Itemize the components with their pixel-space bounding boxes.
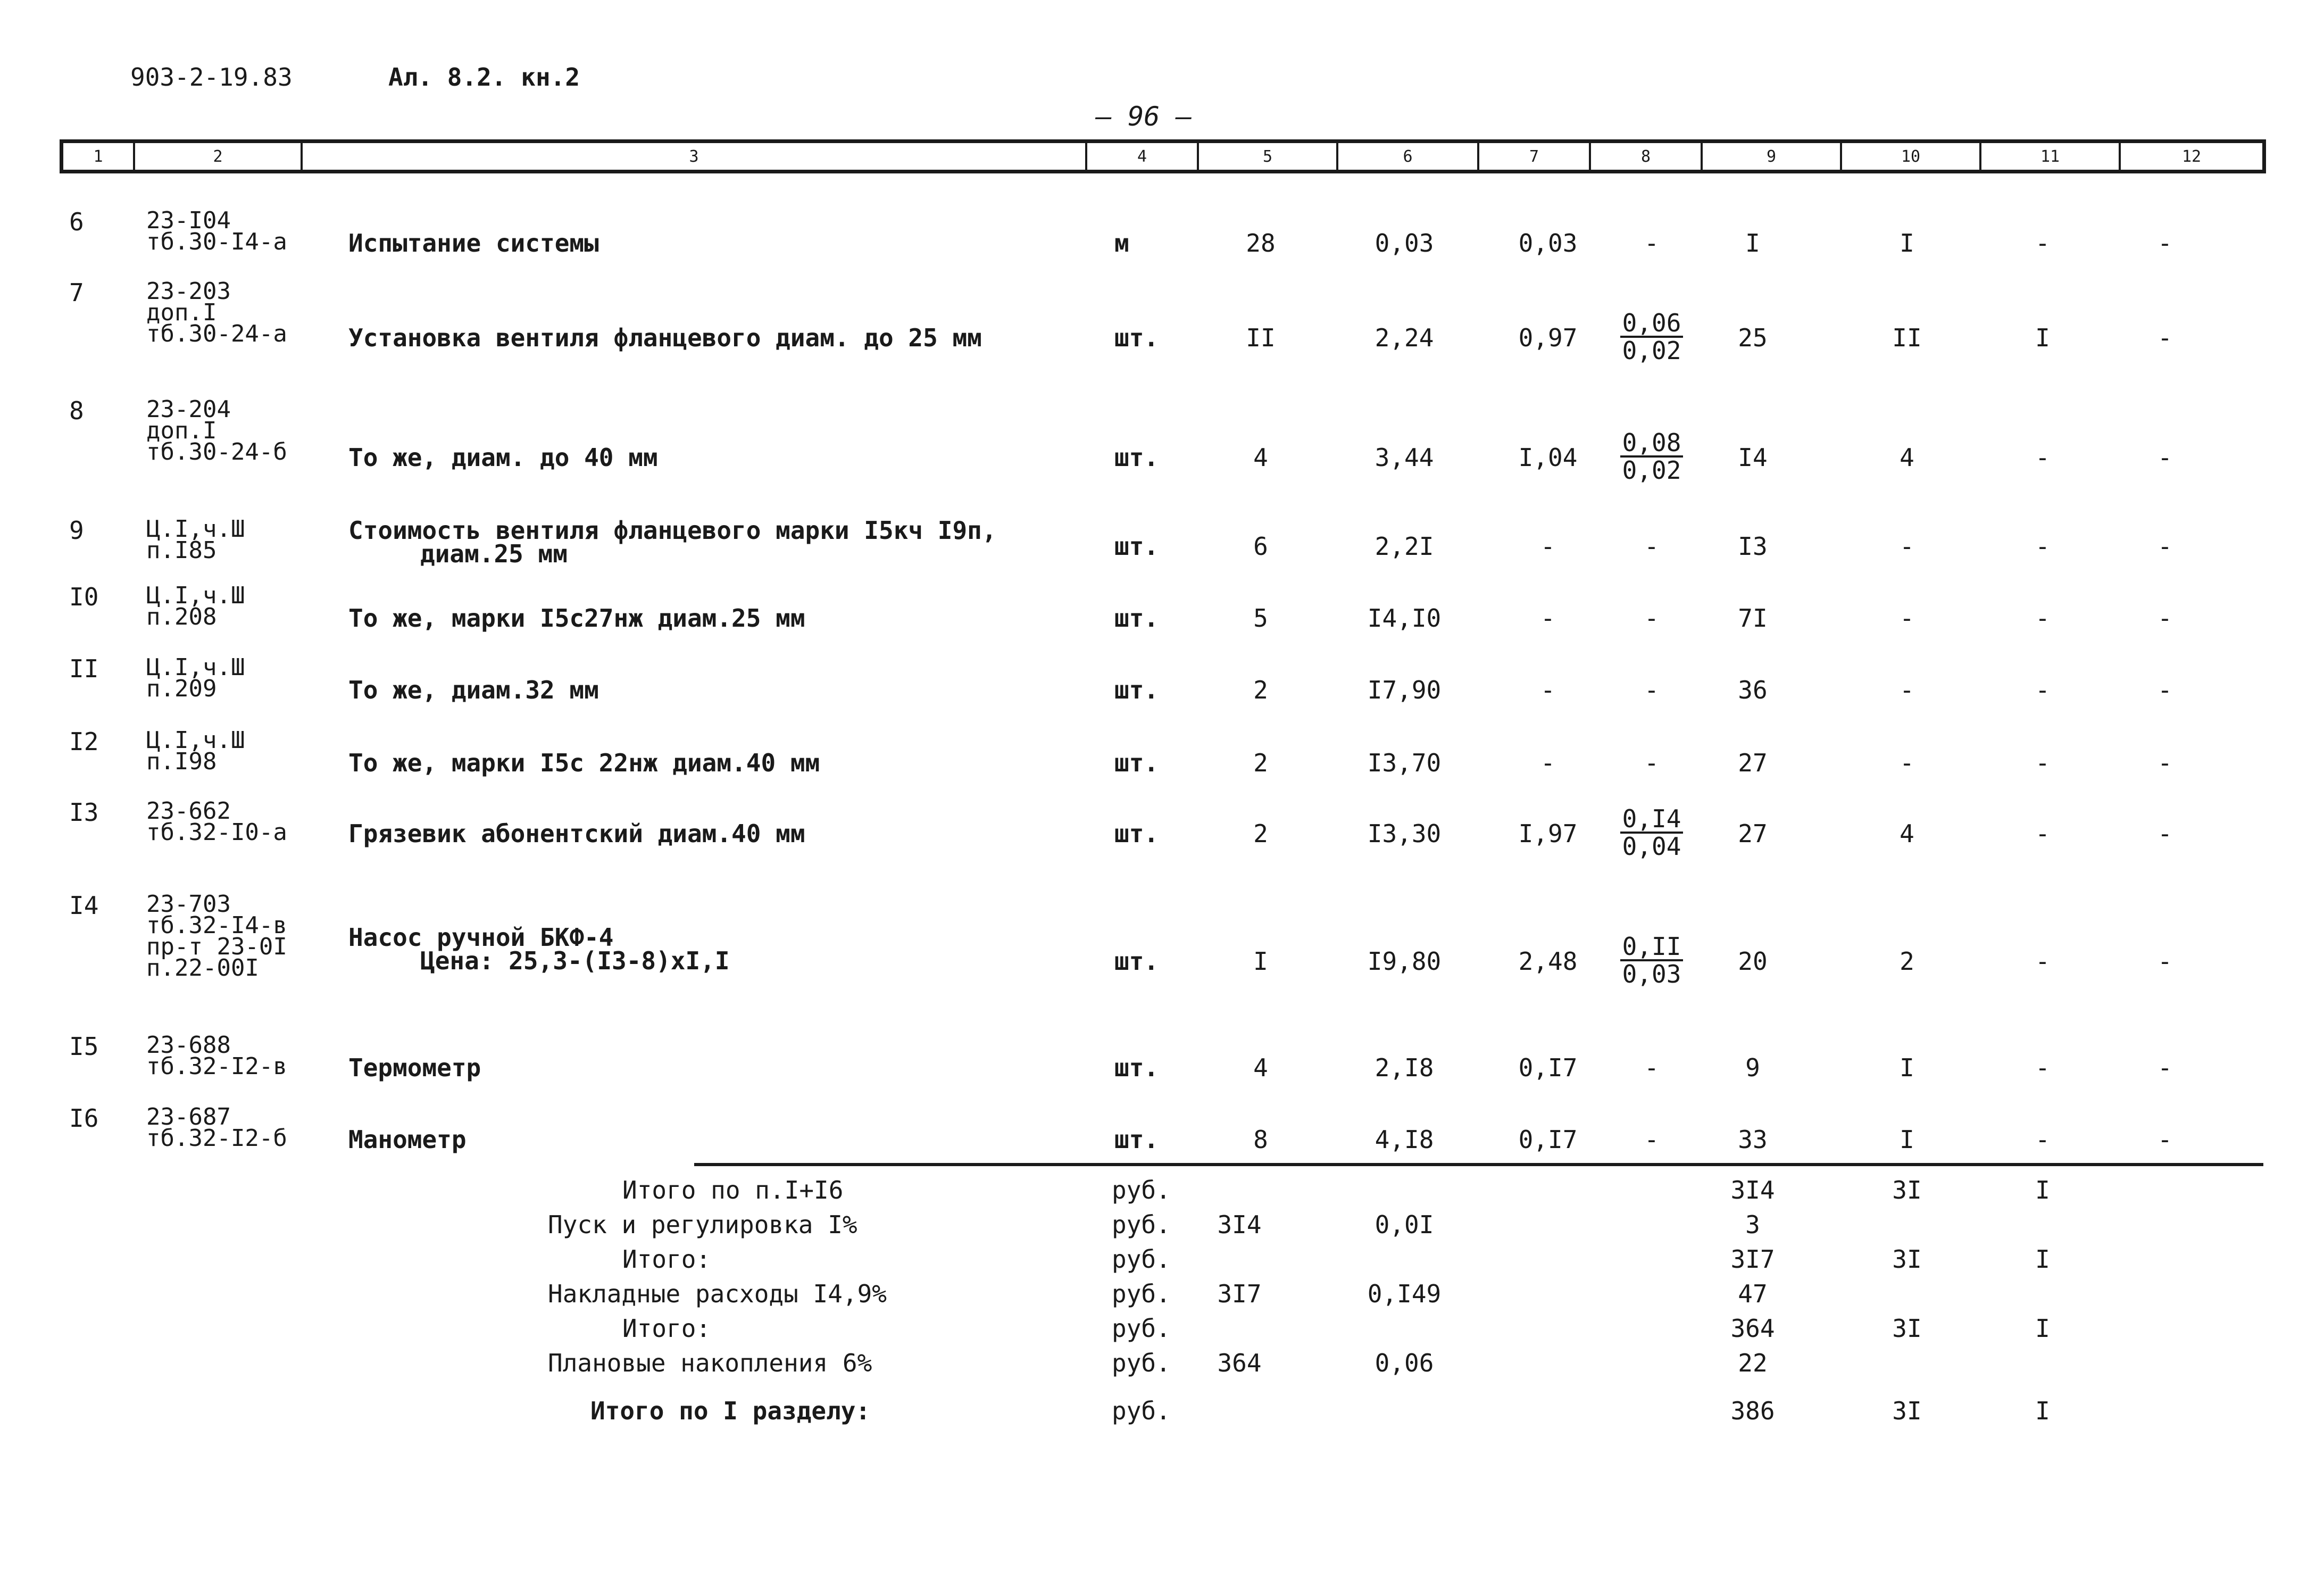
total-unit: руб. (1112, 1176, 1171, 1204)
norm-code (146, 1032, 287, 1080)
item-name-text: Стоимость вентиля фланцевого марки I5кч I9п, (348, 516, 997, 545)
total-label: Накладные расходы I4,9% (548, 1279, 887, 1308)
item-name-text: То же, марки I5с27нж диам.25 мм (348, 604, 805, 633)
item-name-text: Насос ручной БКФ-4 (348, 923, 614, 952)
item-name (348, 923, 730, 975)
total-cost: 36 (1738, 676, 1768, 704)
total-machine-wage: I (2035, 1245, 2050, 1274)
quantity: I (1253, 947, 1268, 976)
total-wage: I (1900, 229, 1914, 257)
unit: шт. (1114, 443, 1159, 472)
column-number-bar (60, 139, 2266, 173)
norm-code (146, 797, 287, 846)
norm-code-line: тб.30-24-а (146, 320, 287, 347)
unit: шт. (1114, 819, 1159, 848)
column-header: 5 (1199, 143, 1338, 170)
page-number: — 96 — (1096, 101, 1192, 132)
total-label: Итого: (622, 1245, 711, 1274)
row-number: 9 (69, 516, 84, 545)
quantity: 8 (1253, 1125, 1268, 1154)
norm-code-line: 23-703 (146, 891, 231, 918)
row-number: I0 (69, 583, 99, 611)
total-wage: 3I (1892, 1397, 1922, 1425)
row-number: I3 (69, 798, 99, 827)
total-wage: I (1900, 1053, 1914, 1082)
item-name-text: То же, диам.32 мм (348, 676, 599, 704)
machine-cost: - (1644, 1053, 1659, 1082)
total-wage: 3I (1892, 1314, 1922, 1343)
total-machine-wage: - (2035, 532, 2050, 561)
norm-code (146, 516, 245, 564)
item-name-text: Манометр (348, 1125, 467, 1154)
column-header: 6 (1338, 143, 1479, 170)
norm-code-line: тб.32-I0-а (146, 819, 287, 846)
norm-code (146, 582, 245, 630)
total-rate: 0,I49 (1367, 1279, 1442, 1308)
column-header: 10 (1842, 143, 1981, 170)
item-name (348, 231, 599, 255)
unit: шт. (1114, 676, 1159, 704)
unit-cost: 2,24 (1375, 323, 1434, 352)
machine-cost-total: 0,I4 (1620, 806, 1684, 834)
total-wage: 3I (1892, 1176, 1922, 1204)
unit-cost: 2,I8 (1375, 1053, 1434, 1082)
col-12-value: - (2158, 749, 2172, 777)
wage-cost: - (1540, 604, 1555, 633)
machine-cost-total: 0,06 (1620, 310, 1684, 338)
total-unit: руб. (1112, 1245, 1171, 1274)
total-unit: руб. (1112, 1397, 1171, 1425)
total-sum: 22 (1738, 1349, 1768, 1377)
total-label: Итого по I разделу: (590, 1397, 871, 1425)
unit-cost: 4,I8 (1375, 1125, 1434, 1154)
machine-cost-wage: 0,02 (1622, 456, 1681, 485)
total-unit: руб. (1112, 1314, 1171, 1343)
col-12-value: - (2158, 676, 2172, 704)
machine-cost-fraction (1620, 806, 1684, 859)
total-label: Итого: (622, 1314, 711, 1343)
col-12-value: - (2158, 443, 2172, 472)
machine-cost: - (1644, 532, 1659, 561)
norm-code (146, 727, 245, 775)
total-unit: руб. (1112, 1349, 1171, 1377)
column-header: 9 (1703, 143, 1842, 170)
norm-code-line: тб.32-I2-б (146, 1125, 287, 1152)
wage-cost: 2,48 (1518, 947, 1578, 976)
machine-cost: - (1644, 229, 1659, 257)
norm-code-line: 23-I04 (146, 207, 231, 234)
machine-cost: - (1644, 749, 1659, 777)
total-machine-wage: - (2035, 947, 2050, 976)
machine-cost: - (1644, 604, 1659, 633)
norm-code-line: Ц.I,ч.Ш (146, 727, 245, 754)
summary-divider (694, 1163, 2263, 1166)
norm-code (146, 278, 287, 347)
norm-code-line: 23-662 (146, 797, 231, 825)
item-name (348, 678, 599, 702)
wage-cost: - (1540, 532, 1555, 561)
unit: шт. (1114, 323, 1159, 352)
col-12-value: - (2158, 819, 2172, 848)
total-machine-wage: - (2035, 1125, 2050, 1154)
total-label: Пуск и регулировка I% (548, 1210, 857, 1239)
total-unit: руб. (1112, 1210, 1171, 1239)
total-wage: 3I (1892, 1245, 1922, 1274)
total-base-amount: 3I4 (1217, 1210, 1262, 1239)
unit-cost: 0,03 (1375, 229, 1434, 257)
wage-cost: - (1540, 749, 1555, 777)
total-machine-wage: I (2035, 323, 2050, 352)
machine-cost (1617, 806, 1686, 859)
machine-cost: - (1644, 1125, 1659, 1154)
quantity: 6 (1253, 532, 1268, 561)
unit-cost: I3,30 (1367, 819, 1442, 848)
total-sum: 364 (1730, 1314, 1775, 1343)
total-cost: 33 (1738, 1125, 1768, 1154)
unit: шт. (1114, 604, 1159, 633)
col-12-value: - (2158, 1053, 2172, 1082)
total-sum: 3I7 (1730, 1245, 1775, 1274)
total-wage: - (1900, 532, 1914, 561)
norm-code (146, 207, 287, 255)
norm-code-line: 23-688 (146, 1032, 231, 1059)
total-cost: 27 (1738, 819, 1768, 848)
row-number: I4 (69, 891, 99, 920)
norm-code (146, 891, 287, 982)
row-number: I5 (69, 1032, 99, 1061)
quantity: 5 (1253, 604, 1268, 633)
norm-code-line: доп.I (146, 417, 217, 444)
total-wage: I (1900, 1125, 1914, 1154)
norm-code-line: тб.30-24-б (146, 438, 287, 466)
quantity: 4 (1253, 1053, 1268, 1082)
total-label: Плановые накопления 6% (548, 1349, 872, 1377)
machine-cost-wage: 0,03 (1622, 960, 1681, 988)
norm-code-line: Ц.I,ч.Ш (146, 516, 245, 543)
norm-code-line: п.22-00I (146, 954, 259, 982)
item-name (348, 1125, 467, 1154)
norm-code-line: п.209 (146, 675, 217, 702)
total-sum: 47 (1738, 1279, 1768, 1308)
norm-code (146, 1103, 287, 1152)
machine-cost (1617, 310, 1686, 363)
unit: шт. (1114, 1053, 1159, 1082)
row-number: I2 (69, 727, 99, 756)
machine-cost-total: 0,08 (1620, 430, 1684, 458)
total-sum: 3 (1745, 1210, 1760, 1239)
quantity: II (1246, 323, 1276, 352)
machine-cost (1617, 934, 1686, 987)
norm-code-line: доп.I (146, 299, 217, 326)
total-cost: 7I (1738, 604, 1768, 633)
wage-cost: I,04 (1518, 443, 1578, 472)
item-name (348, 323, 982, 352)
norm-code-line: пр-т 23-0I (146, 933, 287, 960)
total-cost: 25 (1738, 323, 1768, 352)
column-header: 2 (135, 143, 303, 170)
machine-cost-wage: 0,04 (1622, 832, 1681, 861)
norm-code-line: тб.32-I2-в (146, 1053, 287, 1080)
album-reference: Ал. 8.2. кн.2 (388, 63, 580, 92)
norm-code-line: Ц.I,ч.Ш (146, 582, 245, 609)
item-name-subline: Цена: 25,3-(I3-8)xI,I (420, 946, 730, 975)
quantity: 2 (1253, 749, 1268, 777)
quantity: 2 (1253, 819, 1268, 848)
unit-cost: I4,I0 (1367, 604, 1442, 633)
row-number: I6 (69, 1104, 99, 1133)
total-cost: 20 (1738, 947, 1768, 976)
unit: шт. (1114, 749, 1159, 777)
total-cost: 27 (1738, 749, 1768, 777)
unit-cost: 3,44 (1375, 443, 1434, 472)
total-unit: руб. (1112, 1279, 1171, 1308)
total-cost: I3 (1738, 532, 1768, 561)
norm-code (146, 396, 287, 466)
item-name-subline: диам.25 мм (420, 539, 568, 568)
column-header: 12 (2181, 147, 2202, 166)
machine-cost-fraction (1620, 430, 1684, 483)
item-name-text: То же, марки I5с 22нж диам.40 мм (348, 749, 820, 777)
total-wage: - (1900, 676, 1914, 704)
total-cost: 9 (1745, 1053, 1760, 1082)
quantity: 4 (1253, 443, 1268, 472)
col-12-value: - (2158, 229, 2172, 257)
norm-code-line: 23-687 (146, 1103, 231, 1131)
col-12-value: - (2158, 604, 2172, 633)
machine-cost: - (1644, 676, 1659, 704)
norm-code-line: Ц.I,ч.Ш (146, 654, 245, 681)
total-machine-wage: I (2035, 1176, 2050, 1204)
total-rate: 0,0I (1375, 1210, 1434, 1239)
total-machine-wage: - (2035, 604, 2050, 633)
wage-cost: I,97 (1518, 819, 1578, 848)
total-wage: 4 (1900, 443, 1914, 472)
norm-code-line: тб.32-I4-в (146, 912, 287, 939)
wage-cost: - (1540, 676, 1555, 704)
total-base-amount: 364 (1217, 1349, 1262, 1377)
total-machine-wage: - (2035, 443, 2050, 472)
col-12-value: - (2158, 947, 2172, 976)
total-machine-wage: - (2035, 1053, 2050, 1082)
total-wage: II (1892, 323, 1922, 352)
wage-cost: 0,03 (1518, 229, 1578, 257)
row-number: II (69, 654, 99, 683)
item-name-text: Испытание системы (348, 229, 599, 257)
norm-code (146, 654, 245, 702)
total-wage: - (1900, 749, 1914, 777)
machine-cost-fraction (1620, 310, 1684, 363)
row-number: 6 (69, 207, 84, 236)
column-header: 3 (303, 143, 1087, 170)
unit-cost: I9,80 (1367, 947, 1442, 976)
total-machine-wage: - (2035, 676, 2050, 704)
quantity: 2 (1253, 676, 1268, 704)
column-header: 8 (1591, 143, 1703, 170)
wage-cost: 0,I7 (1518, 1125, 1578, 1154)
unit: шт. (1114, 1125, 1159, 1154)
column-header: 11 (1981, 143, 2121, 170)
item-name-text: Термометр (348, 1053, 481, 1082)
item-name (348, 443, 658, 472)
total-machine-wage: - (2035, 749, 2050, 777)
unit-cost: 2,2I (1375, 532, 1434, 561)
col-12-value: - (2158, 532, 2172, 561)
item-name-text: Установка вентиля фланцевого диам. до 25 мм (348, 323, 982, 352)
row-number: 8 (69, 396, 84, 425)
unit-cost: I3,70 (1367, 749, 1442, 777)
total-sum: 386 (1730, 1397, 1775, 1425)
unit: м (1114, 229, 1129, 257)
machine-cost-total: 0,II (1620, 934, 1684, 961)
column-header: 1 (63, 143, 135, 170)
col-12-value: - (2158, 1125, 2172, 1154)
quantity: 28 (1246, 229, 1276, 257)
col-12-value: - (2158, 323, 2172, 352)
wage-cost: 0,I7 (1518, 1053, 1578, 1082)
column-header: 4 (1087, 143, 1199, 170)
row-number: 7 (69, 278, 84, 307)
total-wage: 2 (1900, 947, 1914, 976)
item-name (348, 1053, 481, 1082)
norm-code-line: 23-203 (146, 278, 231, 305)
total-wage: - (1900, 604, 1914, 633)
total-machine-wage: - (2035, 229, 2050, 257)
norm-code-line: п.208 (146, 603, 217, 630)
column-header: 7 (1479, 143, 1591, 170)
total-wage: 4 (1900, 819, 1914, 848)
drawing-code: 903-2-19.83 (130, 63, 293, 92)
total-machine-wage: I (2035, 1397, 2050, 1425)
item-name (348, 819, 805, 848)
norm-code-line: 23-204 (146, 396, 231, 423)
machine-cost-wage: 0,02 (1622, 336, 1681, 365)
item-name (348, 604, 805, 633)
unit: шт. (1114, 532, 1159, 561)
total-cost: I (1745, 229, 1760, 257)
total-machine-wage: - (2035, 819, 2050, 848)
norm-code-line: п.I98 (146, 748, 217, 775)
total-base-amount: 3I7 (1217, 1279, 1262, 1308)
norm-code-line: п.I85 (146, 537, 217, 564)
unit-cost: I7,90 (1367, 676, 1442, 704)
norm-code-line: тб.30-I4-а (146, 228, 287, 255)
wage-cost: 0,97 (1518, 323, 1578, 352)
machine-cost (1617, 430, 1686, 483)
total-rate: 0,06 (1375, 1349, 1434, 1377)
total-machine-wage: I (2035, 1314, 2050, 1343)
unit: шт. (1114, 947, 1159, 976)
item-name-text: Грязевик абонентский диам.40 мм (348, 819, 805, 848)
machine-cost-fraction (1620, 934, 1684, 987)
total-label: Итого по п.I+I6 (622, 1176, 844, 1204)
total-sum: 3I4 (1730, 1176, 1775, 1204)
item-name-text: То же, диам. до 40 мм (348, 443, 658, 472)
item-name (348, 516, 997, 568)
total-cost: I4 (1738, 443, 1768, 472)
item-name (348, 751, 820, 775)
